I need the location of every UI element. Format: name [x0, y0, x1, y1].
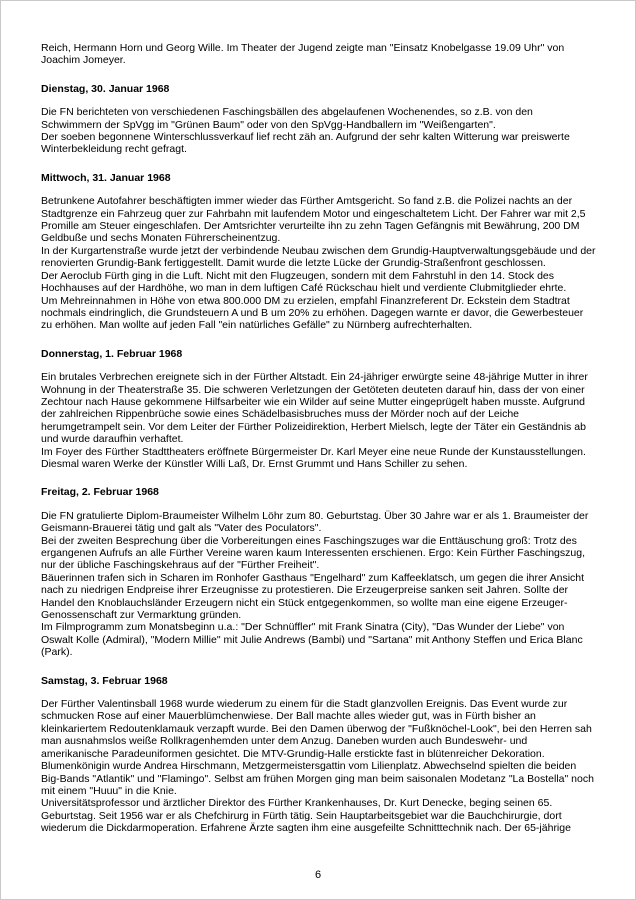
- paragraph: Betrunkene Autofahrer beschäftigten immer wieder das Fürther Amtsgericht. So fand z.B. die Polizei nachts an der Stadtgrenze ein Fahrzeug quer zur Fahrbahn mit laufendem Motor und eingeschaltetem Licht. Der Fahrer war mit 2,5 Promille am Steuer eingeschlafen. Der Amtsrichter verurteilte ihn zu zehn Tagen Gefängnis mit Bewährung, 200 DM Geldbuße und sechs Monaten Führerscheinentzug.: [41, 195, 586, 245]
- section-heading-friday: Freitag, 2. Februar 1968: [41, 486, 159, 499]
- paragraph: Ein brutales Verbrechen ereignete sich in der Fürther Altstadt. Ein 24-jähriger erwürgte seine 48-jährige Mutter in ihrer Wohnung in der Theaterstraße 35. Die schweren Verletzungen der Getöteten deuteten darauf hin, dass der von einer Zechtour nach Hause gekommene Hilfsarbeiter wie ein Wilder auf seine Mutter eingeprügelt haben musste. Aufgrund der zahlreichen Rippenbrüche sowie eines Schädelbasisbruches muss der Mörder noch auf der Leiche herumgetrampelt sein. Vor dem Leiter der Fürther Polizeidirektion, Herbert Mielsch, legte der Täter ein Geständnis ab und wurde daraufhin verhaftet.: [41, 371, 588, 446]
- page-number: 6: [314, 868, 322, 881]
- paragraph: Um Mehreinnahmen in Höhe von etwa 800.000 DM zu erzielen, empfahl Finanzreferent Dr. Eckstein dem Stadtrat nochmals eindringlich, die Grundsteuern A und B um 20% zu erhöhen. Dagegen warnte er davor, die Gewerbesteuer zu erhöhen. Man wollte auf jeden Fall "ein natürliches Gefälle" zu Nürnberg aufrechterhalten.: [41, 294, 584, 332]
- paragraph: Die FN gratulierte Diplom-Braumeister Wilhelm Löhr zum 80. Geburtstag. Über 30 Jahre war er als 1. Braumeister der Geismann-Brauerei tätig und galt als "Vater des Poculators".: [41, 509, 589, 535]
- paragraph: Der Aeroclub Fürth ging in die Luft. Nicht mit den Flugzeugen, sondern mit dem Fahrstuhl in den 14. Stock des Hochhauses auf der Hardhöhe, wo man in dem luftigen Café Rückschau hielt und verdiente Clubmitglieder ehrte.: [41, 269, 567, 295]
- paragraph: In der Kurgartenstraße wurde jetzt der verbindende Neubau zwischen dem Grundig-Hauptverwaltungsgebäude und der renovierten Grundig-Bank fertiggestellt. Damit wurde die letzte Lücke der Grundig-Straßenfront geschlossen.: [41, 244, 596, 270]
- section-heading-thursday: Donnerstag, 1. Februar 1968: [41, 347, 183, 360]
- paragraph: Bäuerinnen trafen sich in Scharen im Ronhofer Gasthaus "Engelhard" zum Kaffeeklatsch, um gegen die ihrer Ansicht nach zu niedrigen Endpreise ihrer Erzeugnisse zu protestieren. Die Erzeugerpreise sanken seit Jahren. Sollte der Handel den Knoblauchsländer Erzeugern nicht ein Stück entgegenkommen, so wollte man eine eigene Erzeuger-Genossenschaft zur Vermarktung gründen.: [41, 571, 585, 622]
- section-heading-wednesday: Mittwoch, 31. Januar 1968: [41, 171, 171, 184]
- paragraph: Die FN berichteten von verschiedenen Faschingsbällen des abgelaufenen Wochenendes, so z.B. von den Schwimmern der SpVgg im "Grünen Baum" oder von den SpVgg-Handballern im "Weißengarten".: [41, 106, 533, 131]
- paragraph: Bei der zweiten Besprechung über die Vorbereitungen eines Faschingszuges war die Enttäuschung groß: Trotz des ergangenen Aufrufs an alle Fürther Vereine waren kaum Interessenten erschienen. Ergo: Kein Fürther Faschingszug, nur der übliche Faschingskehraus auf der "Fürther Freiheit".: [41, 534, 585, 572]
- paragraph: Universitätsprofessor und ärztlicher Direktor des Fürther Krankenhauses, Dr. Kurt Denecke, beging seinen 65. Geburtstag. Seit 1956 war er als Chefchirurg in Fürth tätig. Sein Hauptarbeitsgebiet war die Bauchchirurgie, dort wiederum die Dickdarmoperation. Erfahrene Ärzte sagten ihm eine ausgefeilte Schnitttechnik nach. Der 65-jährige: [41, 797, 571, 835]
- paragraph: Im Filmprogramm zum Monatsbeginn u.a.: "Der Schnüffler" mit Frank Sinatra (City), "Das Wunder der Liebe" von Oswalt Kolle (Admiral), "Modern Millie" mit Julie Andrews (Bambi) und "Sartana" mit Anthony Steffen und Erica Blanc (Park).: [41, 621, 583, 659]
- section-heading-tuesday: Dienstag, 30. Januar 1968: [41, 82, 170, 95]
- paragraph: Der Fürther Valentinsball 1968 wurde wiederum zu einem für die Stadt glanzvollen Ereignis. Das Event wurde zur schmucken Rose auf einer Mauerblümchenwiese. Der Ball machte alles wieder gut, was in Fürth bisher an kleinkariertem Redoutenklamauk verzapft wurde. Bei den Damen überwog der "Fußknöchel-Look", bei den Herren sah man ausnahmslos weiße Rollkragenhemden unter dem Anzug. Daneben wurden auch Bundeswehr- und amerikanische Paradeuniformen gesichtet. Die MTV-Grundig-Halle erstickte fast in blütenreicher Dekoration. Blumenkönigin wurde Andrea Hirschmann, Metzgermeistersgattin vom Lilienplatz. Abwechselnd spielten die beiden Big-Bands "Atlantik" und "Flamingo". Selbst am frühen Morgen ging man beim saisonalen Modetanz "La Bostella" noch mit einem "Huuu" in die Knie.: [41, 698, 594, 797]
- paragraph: Der soeben begonnene Winterschlussverkauf lief recht zäh an. Aufgrund der sehr kalten Witterung war preiswerte Winterbekleidung recht gefragt.: [41, 131, 570, 156]
- section-heading-saturday: Samstag, 3. Februar 1968: [41, 674, 168, 687]
- intro-paragraph: Reich, Hermann Horn und Georg Wille. Im Theater der Jugend zeigte man "Einsatz Knobelgasse 19.09 Uhr" von Joachim Jomeyer.: [41, 42, 565, 67]
- paragraph: Im Foyer des Fürther Stadttheaters eröffnete Bürgermeister Dr. Karl Meyer eine neue Runde der Kunstausstellungen. Diesmal waren Werke der Künstler Willi Laß, Dr. Ernst Grummt und Hans Schiller zu sehen.: [41, 445, 586, 470]
